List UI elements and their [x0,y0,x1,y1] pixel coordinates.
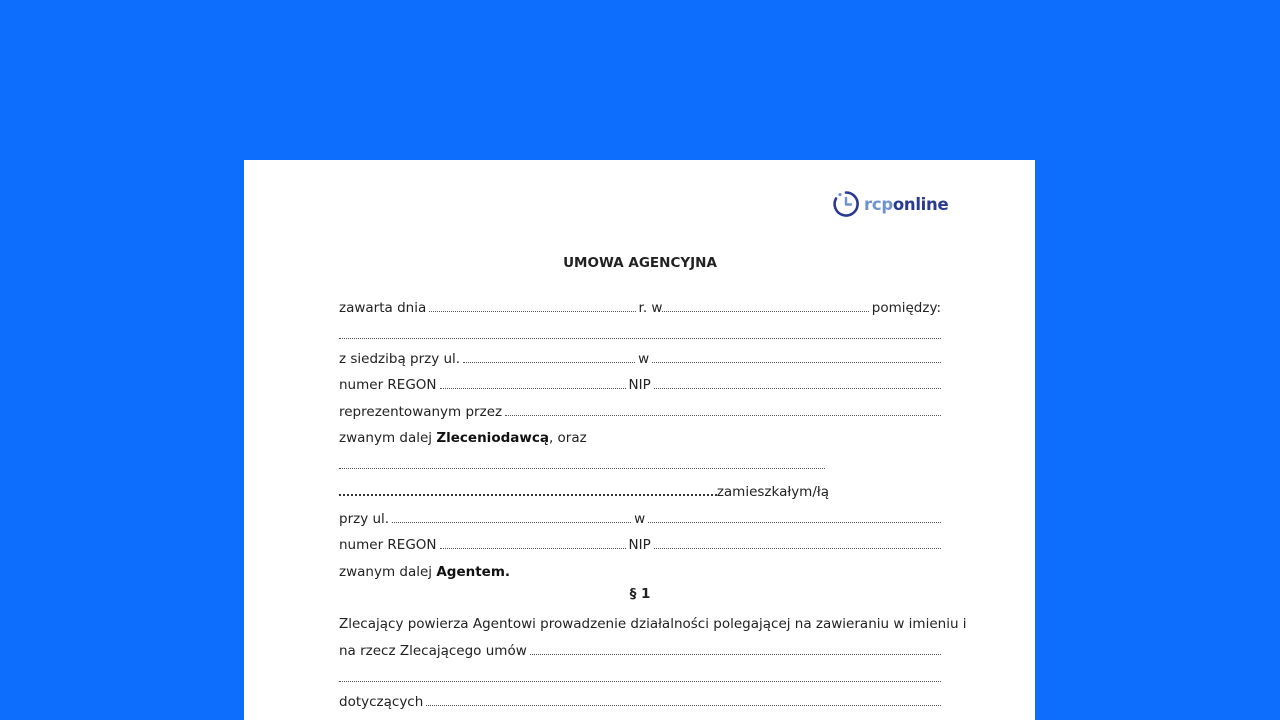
contracts-field[interactable] [530,654,941,655]
label-reprezentowanym: reprezentowanym przez [339,404,503,420]
party1-nip-field[interactable] [654,388,941,389]
label-r-w: r. w [638,300,663,316]
logo-text-rcp: rcp [864,194,893,214]
section-heading: § 1 [629,586,651,602]
contracts-field-2[interactable] [339,681,941,682]
line-represented [339,400,941,420]
rcponline-logo [832,190,948,218]
label-w: w [638,351,650,367]
subject-field[interactable] [426,705,941,706]
line-party2-ids [339,533,941,553]
label-regon-2: numer REGON [339,537,437,553]
party2-nip-field[interactable] [654,548,941,549]
line-clause-2 [339,639,941,659]
party1-name-field[interactable] [339,338,941,339]
party2-street-field[interactable] [392,522,631,523]
label-zamieszkalym: zamieszkałym/łą [716,484,829,500]
label-przy-ul: przy ul. [339,511,390,527]
party1-regon-field[interactable] [440,388,626,389]
line-party1-address [339,347,941,367]
clock-icon [832,190,860,218]
term-zleceniodawca: Zleceniodawcą [436,430,549,446]
line-date-place [339,296,941,316]
label-nip-2: NIP [628,537,651,553]
party2-residence-field[interactable] [339,494,717,496]
party2-regon-field[interactable] [440,548,626,549]
party1-city-field[interactable] [652,362,941,363]
party1-street-field[interactable] [463,362,635,363]
line-party1-ids [339,373,941,393]
logo-text-online: online [892,194,949,214]
party2-name-field[interactable] [339,468,825,469]
line-clause-1 [339,612,967,632]
label-z-siedziba: z siedzibą przy ul. [339,351,461,367]
label-zwanym-dalej: zwanym dalej [339,430,433,446]
line-clause-4 [339,690,941,710]
document-page [244,160,1035,720]
date-field[interactable] [429,311,635,312]
label-zwanym-dalej-2: zwanym dalej [339,564,433,580]
line-agent [339,560,941,580]
label-oraz: , oraz [548,430,587,446]
label-w-2: w [634,511,646,527]
line-party2-name [339,453,825,473]
representative-field[interactable] [505,415,941,416]
line-party2-address [339,507,941,527]
term-agent: Agentem. [436,564,511,580]
label-pomiedzy: pomiędzy: [871,300,942,316]
line-party2-residence [339,480,829,500]
document-title: UMOWA AGENCYJNA [563,255,717,271]
place-field[interactable] [662,311,868,312]
clause-text-2: na rzecz Zlecającego umów [339,643,527,659]
line-clause-3 [339,666,941,686]
party2-city-field[interactable] [648,522,941,523]
line-party1-name [339,323,941,343]
clause-text-1: Zlecający powierza Agentowi prowadzenie działalności polegającej na zawieraniu w imieniu i [339,616,967,632]
label-nip: NIP [628,377,651,393]
clause-text-4: dotyczących [339,694,424,710]
line-zleceniodawca [339,426,941,446]
label-zawarta-dnia: zawarta dnia [339,300,427,316]
label-regon: numer REGON [339,377,437,393]
